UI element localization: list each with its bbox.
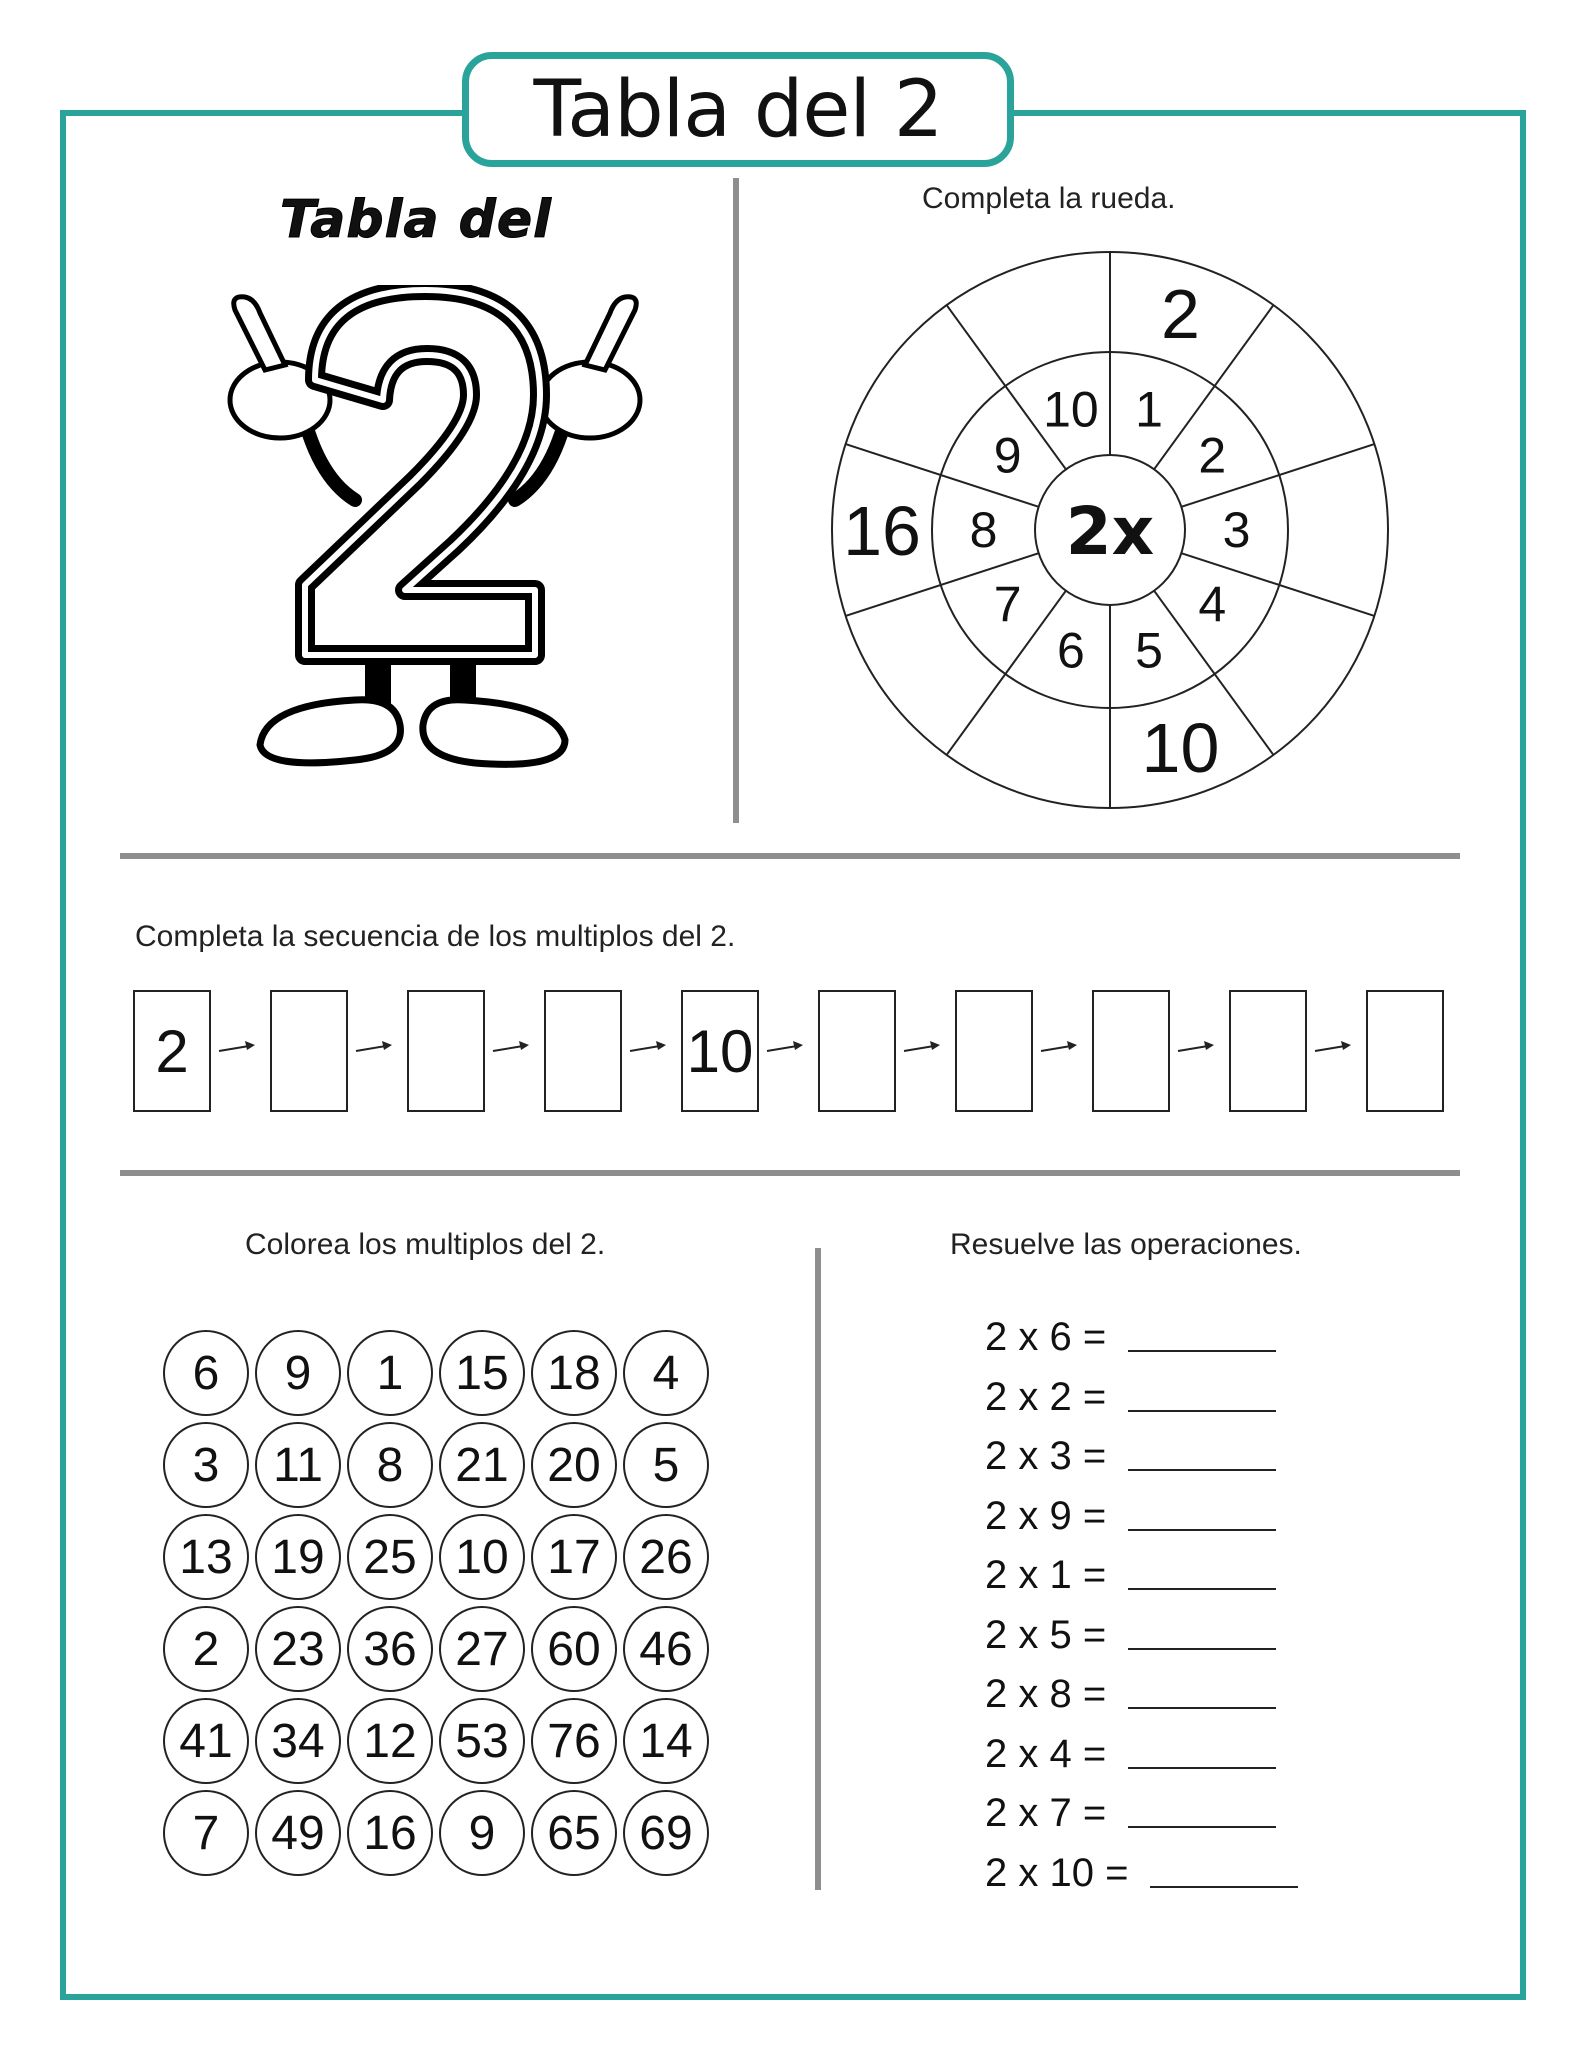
number-circle[interactable]: 7 [163,1790,249,1876]
number-circle[interactable]: 15 [439,1330,525,1416]
wheel-outer-answer: 10 [1141,708,1220,787]
number-circle[interactable]: 76 [531,1698,617,1784]
sequence-box: 2 [133,990,211,1112]
number-circle[interactable]: 9 [439,1790,525,1876]
operation-label: 2 x 1 = [985,1553,1107,1597]
title-banner [462,52,1014,167]
answer-blank[interactable] [1128,1469,1276,1471]
mascot-title: Tabla del [280,190,552,250]
operation-row [985,1672,1276,1717]
number-circle[interactable]: 9 [255,1330,341,1416]
number-circle[interactable]: 20 [531,1422,617,1508]
wheel-inner-number: 1 [1135,381,1163,438]
number-circle[interactable]: 10 [439,1514,525,1600]
number-two-mascot-icon [205,285,665,775]
operation-label: 2 x 9 = [985,1493,1107,1538]
number-circle[interactable]: 6 [163,1330,249,1416]
sequence-arrow-icon [1176,1038,1216,1058]
number-circle[interactable]: 14 [623,1698,709,1784]
wheel-inner-number: 9 [993,427,1022,484]
operation-row [985,1791,1276,1836]
number-circle[interactable]: 26 [623,1514,709,1600]
operation-row [985,1494,1276,1539]
answer-blank[interactable] [1128,1707,1276,1709]
answer-blank[interactable] [1128,1767,1276,1769]
number-circle[interactable]: 53 [439,1698,525,1784]
answer-blank[interactable] [1150,1886,1298,1888]
sequence-box[interactable] [407,990,485,1112]
sequence-arrow-icon [628,1038,668,1058]
number-circle[interactable]: 11 [255,1422,341,1508]
number-circle[interactable]: 16 [347,1790,433,1876]
sequence-box[interactable] [1092,990,1170,1112]
operation-row [985,1434,1276,1479]
operation-label: 2 x 7 = [985,1791,1107,1835]
sequence-arrow-icon [1313,1038,1353,1058]
wheel-outer-answer: 2 [1160,275,1200,354]
wheel-inner-number: 5 [1135,622,1163,679]
sequence-caption: Completa la secuencia de los multiplos del 2. [135,920,736,953]
operation-row [985,1553,1276,1598]
number-circle[interactable]: 34 [255,1698,341,1784]
operation-label: 2 x 5 = [985,1612,1107,1657]
number-circle[interactable]: 13 [163,1514,249,1600]
wheel-inner-number: 4 [1198,576,1227,633]
number-circle[interactable]: 3 [163,1422,249,1508]
wheel-inner-number: 10 [1043,381,1099,438]
operation-row [985,1613,1276,1658]
number-circle[interactable]: 2 [163,1606,249,1692]
number-circle[interactable]: 21 [439,1422,525,1508]
sequence-box[interactable] [818,990,896,1112]
sequence-box[interactable] [1229,990,1307,1112]
operation-label: 2 x 8 = [985,1672,1107,1716]
answer-blank[interactable] [1128,1826,1276,1828]
operations-caption: Resuelve las operaciones. [950,1228,1302,1261]
color-grid-caption: Colorea los multiplos del 2. [245,1228,606,1261]
answer-blank[interactable] [1128,1529,1276,1531]
number-circle[interactable]: 17 [531,1514,617,1600]
number-circle[interactable]: 4 [623,1330,709,1416]
number-circle[interactable]: 1 [347,1330,433,1416]
sequence-box[interactable] [955,990,1033,1112]
wheel-caption: Completa la rueda. [922,182,1176,215]
answer-blank[interactable] [1128,1410,1276,1412]
sequence-arrow-icon [217,1038,257,1058]
divider-top [120,853,1460,859]
number-circle[interactable]: 69 [623,1790,709,1876]
number-circle[interactable]: 12 [347,1698,433,1784]
number-circle[interactable]: 49 [255,1790,341,1876]
wheel-inner-number: 7 [993,576,1022,633]
sequence-arrow-icon [491,1038,531,1058]
wheel-inner-number: 3 [1222,502,1251,558]
number-circle[interactable]: 65 [531,1790,617,1876]
wheel-center-label: 2x [1065,493,1155,570]
number-circle[interactable]: 27 [439,1606,525,1692]
operation-label: 2 x 2 = [985,1374,1107,1419]
number-circle[interactable]: 25 [347,1514,433,1600]
sequence-arrow-icon [765,1038,805,1058]
operation-label: 2 x 10 = [985,1850,1129,1895]
number-circle[interactable]: 19 [255,1514,341,1600]
operation-row [985,1851,1298,1896]
number-circle[interactable]: 41 [163,1698,249,1784]
number-circle[interactable]: 46 [623,1606,709,1692]
wheel-inner-number: 6 [1057,622,1085,679]
sequence-arrow-icon [1039,1038,1079,1058]
number-circle[interactable]: 18 [531,1330,617,1416]
sequence-box[interactable] [270,990,348,1112]
page-title: Tabla del 2 [533,64,943,155]
operation-row [985,1375,1276,1420]
wheel-outer-answer: 16 [843,492,921,570]
wheel-inner-number: 8 [969,502,998,558]
bottom-vertical-divider [815,1248,821,1890]
operation-row [985,1732,1276,1777]
sequence-arrow-icon [902,1038,942,1058]
operation-label: 2 x 4 = [985,1731,1107,1776]
sequence-arrow-icon [354,1038,394,1058]
number-circle[interactable]: 36 [347,1606,433,1692]
number-circle[interactable]: 60 [531,1606,617,1692]
number-circle[interactable]: 5 [623,1422,709,1508]
top-vertical-divider [733,178,739,823]
divider-middle [120,1170,1460,1176]
operation-label: 2 x 6 = [985,1315,1107,1359]
answer-blank[interactable] [1128,1350,1276,1352]
sequence-box[interactable] [544,990,622,1112]
answer-blank[interactable] [1128,1648,1276,1650]
sequence-box: 10 [681,990,759,1112]
wheel-inner-number: 2 [1198,427,1227,484]
answer-blank[interactable] [1128,1588,1276,1590]
operation-row [985,1315,1276,1360]
multiplication-wheel [830,250,1390,810]
sequence-box[interactable] [1366,990,1444,1112]
number-circle[interactable]: 8 [347,1422,433,1508]
number-circle[interactable]: 23 [255,1606,341,1692]
operation-label: 2 x 3 = [985,1434,1107,1478]
